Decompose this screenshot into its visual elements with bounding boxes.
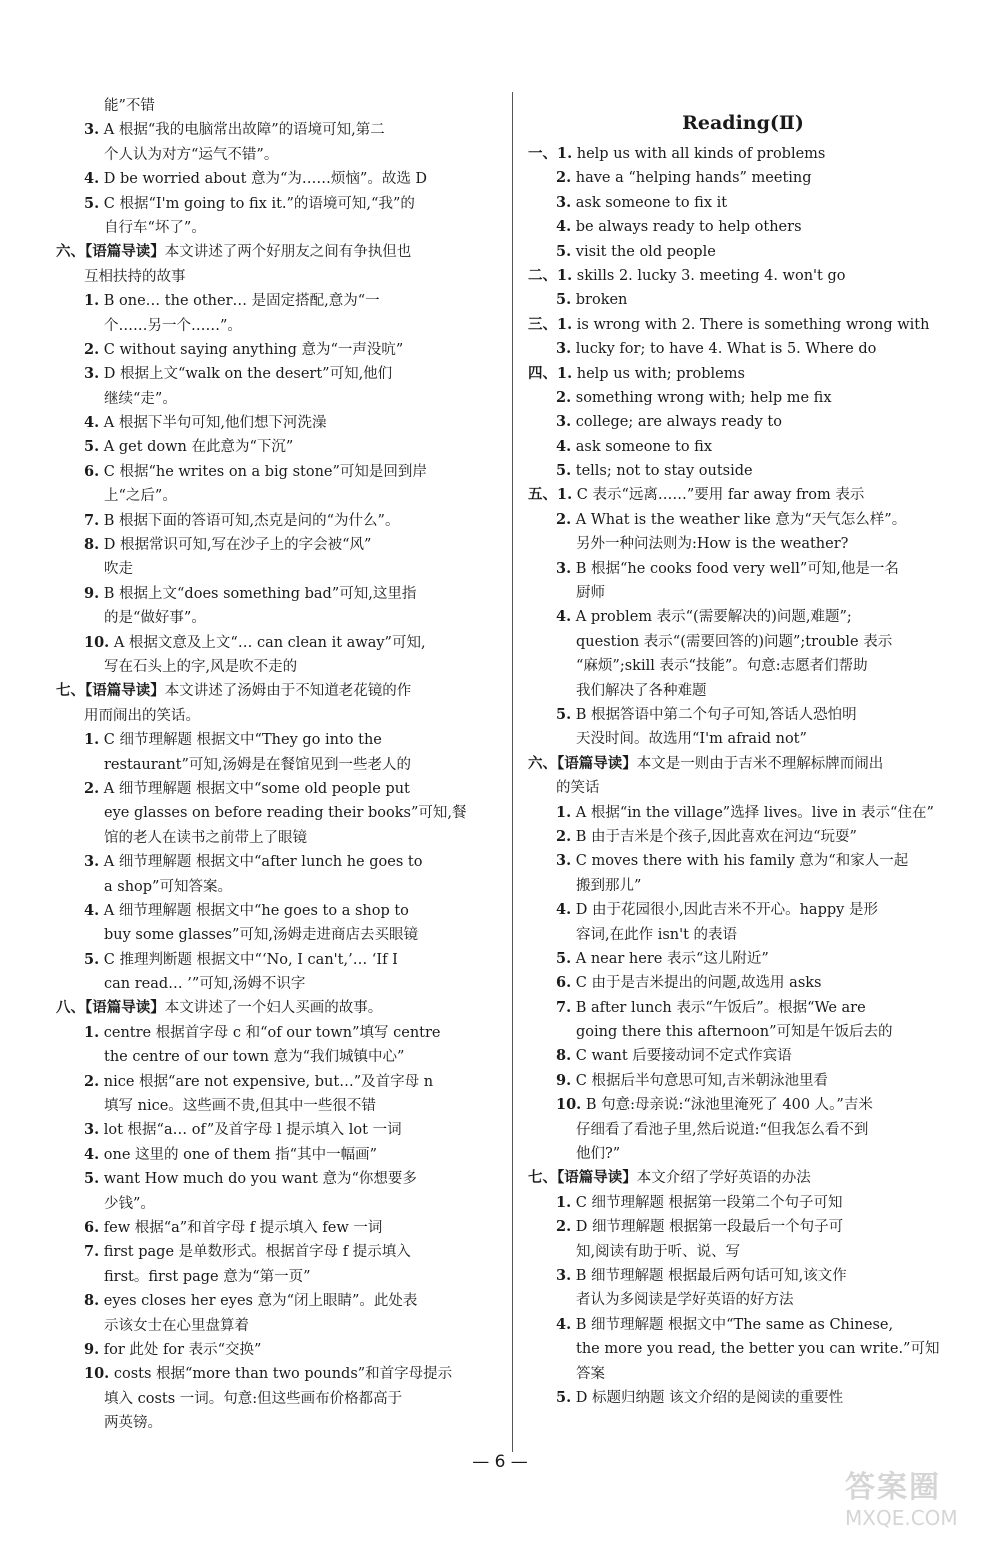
item-number: 2.: [556, 510, 572, 528]
item-number: 10.: [84, 1365, 110, 1383]
line-text: 本文讲述了两个好朋友之间有争执但也: [164, 244, 412, 261]
line-text: a shop”可知答案。: [104, 878, 232, 895]
text-line: [56, 509, 496, 533]
text-line: [528, 752, 958, 776]
line-text: C 根据后半句意思可知,吉米朝泳池里看: [571, 1072, 829, 1089]
line-text: C moves there with his family 意为“和家人一起: [571, 853, 909, 870]
text-line: [528, 923, 958, 947]
item-number: 1.: [557, 315, 573, 333]
section-marker: 六、【语篇导读】: [528, 754, 637, 772]
line-text: B 由于吉米是个孩子,因此喜欢在河边“玩耍”: [571, 828, 857, 845]
item-number: 3.: [556, 559, 572, 577]
text-line: [56, 875, 496, 899]
item-number: 5.: [556, 462, 572, 480]
text-line: [528, 679, 958, 703]
text-line: [528, 191, 958, 215]
text-line: [528, 996, 958, 1020]
text-line: [528, 1020, 958, 1044]
text-line: [56, 1338, 496, 1362]
line-text: 能”不错: [104, 98, 155, 114]
item-number: 9.: [556, 1071, 572, 1089]
line-text: visit the old people: [571, 243, 716, 260]
item-number: 8.: [84, 536, 100, 554]
item-number: 4.: [556, 218, 572, 236]
line-text: have a “helping hands” meeting: [571, 170, 812, 187]
line-text: 用而闹出的笑话。: [84, 707, 200, 724]
text-line: [56, 192, 496, 216]
line-text: D 由于花园很小,因此吉米不开心。happy 是形: [571, 902, 878, 919]
text-line: [528, 874, 958, 898]
line-text: D 细节理解题 根据第一段最后一个句子可: [571, 1219, 844, 1236]
item-number: 5.: [84, 950, 100, 968]
item-number: 2.: [556, 1218, 572, 1236]
line-text: 搬到那儿”: [576, 877, 642, 894]
text-line: [56, 216, 496, 240]
line-text: C 表示“远离……”要用 far away from 表示: [572, 487, 865, 504]
text-line: [528, 557, 958, 581]
line-text: D 根据常识可知,写在沙子上的字会被“风”: [99, 537, 372, 554]
item-number: 5.: [556, 291, 572, 309]
line-text: D 标题归纳题 该文介绍的是阅读的重要性: [571, 1389, 844, 1406]
line-text: 自行车“坏了”。: [104, 219, 206, 236]
line-text: eye glasses on before reading their books”可知,餐: [104, 805, 467, 822]
item-number: 10.: [556, 1096, 582, 1114]
line-text: B 根据答语中第二个句子可知,答话人恐怕明: [571, 706, 857, 723]
item-number: 4.: [556, 437, 572, 455]
section-marker: 四、: [528, 364, 557, 382]
line-text: A 根据文意及上文“… can clean it away”可知,: [109, 634, 426, 651]
column-divider: [512, 92, 513, 1452]
line-text: first page 是单数形式。根据首字母 f 提示填入: [99, 1244, 411, 1261]
item-number: 4.: [84, 901, 100, 919]
line-text: going there this afternoon”可知是午饭后去的: [576, 1024, 893, 1041]
text-line: [56, 948, 496, 972]
text-line: [528, 776, 958, 800]
watermark-text: 答案圈: [845, 1470, 941, 1505]
text-line: [56, 1216, 496, 1240]
text-line: [528, 532, 958, 556]
text-line: [528, 435, 958, 459]
line-text: 天没时间。故选用“I'm afraid not”: [576, 731, 807, 748]
line-text: 少钱”。: [104, 1195, 155, 1212]
text-line: [56, 411, 496, 435]
text-line: [56, 899, 496, 923]
text-line: [56, 240, 496, 264]
text-line: [528, 386, 958, 410]
text-line: [56, 533, 496, 557]
item-number: 1.: [557, 266, 573, 284]
item-number: 5.: [556, 1388, 572, 1406]
text-line: [528, 410, 958, 434]
text-line: [56, 728, 496, 752]
line-text: 容词,在此作 isn't 的表语: [576, 926, 738, 943]
item-number: 4.: [84, 1145, 100, 1163]
item-number: 1.: [557, 364, 573, 382]
section-marker: 七、【语篇导读】: [528, 1169, 637, 1187]
item-number: 7.: [84, 511, 100, 529]
line-text: 知,阅读有助于听、说、写: [576, 1243, 741, 1260]
line-text: buy some glasses”可知,汤姆走进商店去买眼镜: [104, 927, 419, 944]
line-text: lucky for; to have 4. What is 5. Where do: [571, 341, 877, 358]
text-line: [528, 362, 958, 386]
text-line: [56, 484, 496, 508]
line-text: 上“之后”。: [104, 488, 177, 505]
text-line: [56, 1289, 496, 1313]
line-text: B after lunch 表示“午饭后”。根据“We are: [571, 999, 866, 1016]
item-number: 5.: [84, 194, 100, 212]
text-line: [528, 1044, 958, 1068]
item-number: 1.: [84, 292, 100, 310]
line-text: 互相扶持的故事: [84, 268, 186, 285]
line-text: nice 根据“are not expensive, but…”及首字母 n: [99, 1073, 434, 1090]
line-text: B 细节理解题 根据文中“The same as Chinese,: [571, 1316, 894, 1333]
text-line: [528, 142, 958, 166]
text-line: [528, 654, 958, 678]
section-marker: 五、: [528, 486, 557, 504]
item-number: 3.: [84, 853, 100, 871]
text-line: [56, 362, 496, 386]
line-text: 示该女士在心里盘算着: [104, 1317, 249, 1334]
line-text: A 细节理解题 根据文中“he goes to a shop to: [99, 902, 409, 919]
text-line: [528, 1240, 958, 1264]
line-text: 本文是一则由于吉米不理解标牌而闹出: [636, 755, 884, 772]
item-number: 2.: [84, 340, 100, 358]
text-line: [56, 289, 496, 313]
text-line: [56, 850, 496, 874]
line-text: A get down 在此意为“下沉”: [99, 439, 294, 456]
text-line: [528, 1093, 958, 1117]
text-line: [56, 777, 496, 801]
text-line: [56, 1094, 496, 1118]
item-number: 8.: [556, 1047, 572, 1065]
line-text: 吹走: [104, 561, 133, 578]
line-text: lot 根据“a… of”及首字母 l 提示填入 lot 一词: [99, 1122, 402, 1139]
line-text: 继续“走”。: [104, 390, 177, 407]
line-text: D be worried about 意为“为……烦恼”。故选 D: [99, 171, 428, 188]
text-line: [56, 1167, 496, 1191]
text-line: [528, 1362, 958, 1386]
text-line: [56, 1362, 496, 1386]
line-text: B 根据下面的答语可知,杰克是问的“为什么”。: [99, 512, 400, 529]
line-text: help us with; problems: [572, 365, 745, 382]
text-line: [528, 1069, 958, 1093]
item-number: 8.: [84, 1292, 100, 1310]
line-text: the more you read, the better you can write.”可知: [576, 1341, 940, 1358]
line-text: restaurant”可知,汤姆是在餐馆见到一些老人的: [104, 756, 412, 773]
line-text: “麻烦”;skill 表示“技能”。句意:志愿者们帮助: [576, 658, 868, 675]
line-text: can read… ’”可知,汤姆不识字: [104, 976, 306, 993]
line-text: 本文讲述了一个妇人买画的故事。: [164, 1000, 383, 1017]
text-line: [528, 801, 958, 825]
text-line: [528, 483, 958, 507]
item-number: 2.: [556, 169, 572, 187]
item-number: 2.: [556, 388, 572, 406]
text-line: [528, 1215, 958, 1239]
line-text: first。first page 意为“第一页”: [104, 1268, 311, 1285]
line-text: want How much do you want 意为“你想要多: [99, 1171, 417, 1188]
line-text: 填入 costs 一词。句意:但这些画布价格都高于: [104, 1390, 403, 1407]
item-number: 9.: [84, 584, 100, 602]
item-number: 1.: [84, 731, 100, 749]
text-line: [56, 655, 496, 679]
line-text: help us with all kinds of problems: [572, 146, 826, 162]
line-text: 两英镑。: [104, 1415, 162, 1432]
text-line: [56, 1314, 496, 1338]
text-line: [528, 1191, 958, 1215]
line-text: 他们?”: [576, 1146, 621, 1163]
line-text: C 细节理解题 根据第一段第二个句子可知: [571, 1194, 843, 1211]
line-text: 馆的老人在读书之前带上了眼镜: [104, 829, 307, 846]
item-number: 3.: [84, 1121, 100, 1139]
text-line: [56, 1192, 496, 1216]
item-number: 3.: [556, 413, 572, 431]
text-line: [56, 972, 496, 996]
text-line: [528, 215, 958, 239]
line-text: A problem 表示“(需要解决的)问题,难题”;: [571, 609, 852, 626]
text-line: [528, 240, 958, 264]
line-text: ask someone to fix it: [571, 194, 728, 211]
text-line: [528, 1166, 958, 1190]
text-line: [528, 1313, 958, 1337]
item-number: 2.: [84, 779, 100, 797]
line-text: 本文讲述了汤姆由于不知道老花镜的作: [164, 683, 412, 700]
item-number: 5.: [84, 438, 100, 456]
line-text: 我们解决了各种难题: [576, 682, 707, 699]
line-text: costs 根据“more than two pounds”和首字母提示: [109, 1366, 453, 1383]
line-text: C without saying anything 意为“一声没吭”: [99, 341, 404, 358]
text-line: [528, 1118, 958, 1142]
item-number: 7.: [84, 1243, 100, 1261]
line-text: 本文介绍了学好英语的办法: [636, 1170, 811, 1187]
item-number: 1.: [556, 1193, 572, 1211]
watermark-logo: [845, 1462, 985, 1532]
line-text: 的是“做好事”。: [104, 610, 206, 627]
text-line: [56, 1387, 496, 1411]
item-number: 6.: [556, 974, 572, 992]
text-line: [528, 1386, 958, 1410]
text-line: [56, 435, 496, 459]
text-line: [56, 94, 496, 118]
item-number: 2.: [84, 1072, 100, 1090]
text-line: [56, 1411, 496, 1435]
item-number: 2.: [556, 827, 572, 845]
line-text: B 句意:母亲说:“泳池里淹死了 400 人。”吉米: [581, 1097, 873, 1114]
line-text: C 由于是吉米提出的问题,故选用 asks: [571, 975, 822, 992]
left-column: [56, 94, 496, 1435]
item-number: 7.: [556, 998, 572, 1016]
item-number: 5.: [556, 705, 572, 723]
line-text: 仔细看了看池子里,然后说道:“但我怎么看不到: [576, 1121, 869, 1138]
item-number: 6.: [84, 462, 100, 480]
text-line: [528, 508, 958, 532]
line-text: few 根据“a”和首字母 f 提示填入 few 一词: [99, 1219, 383, 1236]
text-line: [528, 264, 958, 288]
text-line: [56, 1045, 496, 1069]
line-text: A near here 表示“这儿附近”: [571, 950, 769, 967]
item-number: 4.: [556, 901, 572, 919]
text-line: [56, 826, 496, 850]
right-lines: [528, 142, 958, 1410]
line-text: 个……另一个……”。: [104, 317, 242, 334]
text-line: [528, 947, 958, 971]
line-text: 个人认为对方“运气不错”。: [104, 146, 279, 163]
line-text: A 根据“我的电脑常出故障”的语境可知,第二: [99, 122, 385, 139]
text-line: [56, 1021, 496, 1045]
section-marker: 八、【语篇导读】: [56, 999, 165, 1017]
text-line: [56, 679, 496, 703]
line-text: 写在石头上的字,风是吹不走的: [104, 658, 298, 675]
text-line: [528, 1337, 958, 1361]
text-line: [56, 118, 496, 142]
section-marker: 七、【语篇导读】: [56, 682, 165, 700]
text-line: [56, 460, 496, 484]
text-line: [56, 923, 496, 947]
line-text: broken: [571, 292, 628, 309]
text-line: [56, 631, 496, 655]
text-line: [56, 167, 496, 191]
item-number: 1.: [557, 486, 573, 504]
line-text: B 根据“he cooks food very well”可知,他是一名: [571, 560, 899, 577]
text-line: [56, 143, 496, 167]
line-text: something wrong with; help me fix: [571, 389, 832, 406]
text-line: [56, 387, 496, 411]
text-line: [56, 704, 496, 728]
text-line: [56, 314, 496, 338]
line-text: B one… the other… 是固定搭配,意为“一: [99, 293, 380, 310]
text-line: [528, 1288, 958, 1312]
line-text: A 根据下半句可知,他们想下河洗澡: [99, 415, 327, 432]
text-line: [528, 459, 958, 483]
line-text: A What is the weather like 意为“天气怎么样”。: [571, 511, 907, 528]
text-line: [528, 581, 958, 605]
line-text: the centre of our town 意为“我们城镇中心”: [104, 1049, 405, 1066]
section-marker: 六、【语篇导读】: [56, 243, 165, 261]
watermark-url: MXQE.COM: [845, 1506, 958, 1530]
text-line: [56, 1265, 496, 1289]
line-text: skills 2. lucky 3. meeting 4. won't go: [572, 267, 846, 284]
text-line: [56, 1118, 496, 1142]
line-text: D 根据上文“walk on the desert”可知,他们: [99, 366, 393, 383]
text-line: [56, 582, 496, 606]
item-number: 5.: [84, 1170, 100, 1188]
text-line: [528, 703, 958, 727]
line-text: A 根据“in the village”选择 lives。live in 表示“住在”: [571, 804, 934, 821]
text-line: [56, 801, 496, 825]
item-number: 5.: [556, 242, 572, 260]
item-number: 6.: [84, 1218, 100, 1236]
line-text: for 此处 for 表示“交换”: [99, 1341, 262, 1358]
line-text: C 根据“he writes on a big stone”可知是回到岸: [99, 463, 427, 480]
line-text: 另外一种问法则为:How is the weather?: [576, 536, 849, 553]
item-number: 4.: [556, 1315, 572, 1333]
item-number: 9.: [84, 1340, 100, 1358]
section-marker: 二、: [528, 266, 557, 284]
text-line: [528, 825, 958, 849]
text-line: [528, 727, 958, 751]
line-text: 填写 nice。这些画不贵,但其中一些很不错: [104, 1098, 376, 1115]
item-number: 3.: [556, 852, 572, 870]
item-number: 3.: [556, 1266, 572, 1284]
text-line: [56, 606, 496, 630]
text-line: [56, 1143, 496, 1167]
line-text: C 根据“I'm going to fix it.”的语境可知,“我”的: [99, 195, 415, 212]
line-text: is wrong with 2. There is something wrong with: [572, 316, 930, 333]
item-number: 3.: [556, 340, 572, 358]
text-line: [56, 753, 496, 777]
section-marker: 一、: [528, 145, 557, 162]
page-number: — 6 —: [472, 1452, 528, 1472]
item-number: 3.: [84, 121, 100, 139]
line-text: 厨师: [576, 585, 605, 602]
item-number: 3.: [84, 365, 100, 383]
text-line: [528, 166, 958, 190]
item-number: 1.: [556, 803, 572, 821]
line-text: A 细节理解题 根据文中“some old people put: [99, 780, 410, 797]
item-number: 4.: [84, 170, 100, 188]
item-number: 5.: [556, 949, 572, 967]
line-text: B 根据上文“does something bad”可知,这里指: [99, 585, 417, 602]
text-line: [56, 996, 496, 1020]
text-line: [528, 288, 958, 312]
section-title: Reading(Ⅱ): [682, 112, 804, 134]
text-line: [56, 338, 496, 362]
line-text: A 细节理解题 根据文中“after lunch he goes to: [99, 854, 423, 871]
line-text: C 推理判断题 根据文中“‘No, I can't,’… ‘If I: [99, 951, 398, 968]
text-line: [528, 898, 958, 922]
item-number: 4.: [84, 414, 100, 432]
line-text: eyes closes her eyes 意为“闭上眼睛”。此处表: [99, 1293, 418, 1310]
line-text: tells; not to stay outside: [571, 463, 753, 480]
right-column: [528, 94, 958, 1410]
text-line: [528, 313, 958, 337]
line-text: C 细节理解题 根据文中“They go into the: [99, 732, 382, 749]
item-number: 10.: [84, 633, 110, 651]
line-text: centre 根据首字母 c 和“of our town”填写 centre: [99, 1024, 441, 1041]
text-line: [528, 849, 958, 873]
line-text: college; are always ready to: [571, 414, 782, 431]
line-text: one 这里的 one of them 指“其中一幅画”: [99, 1146, 378, 1163]
text-line: [528, 971, 958, 995]
text-line: [56, 1240, 496, 1264]
text-line: [528, 605, 958, 629]
item-number: 1.: [84, 1023, 100, 1041]
line-text: question 表示“(需要回答的)问题”;trouble 表示: [576, 633, 893, 650]
item-number: 1.: [557, 145, 573, 162]
line-text: 的笑话: [556, 780, 600, 797]
item-number: 3.: [556, 193, 572, 211]
text-line: [528, 1142, 958, 1166]
line-text: ask someone to fix: [571, 438, 713, 455]
text-line: [528, 337, 958, 361]
line-text: C want 后要接动词不定式作宾语: [571, 1048, 792, 1065]
line-text: be always ready to help others: [571, 219, 802, 236]
text-line: [56, 557, 496, 581]
line-text: 答案: [576, 1365, 605, 1382]
text-line: [528, 1264, 958, 1288]
item-number: 4.: [556, 608, 572, 626]
text-line: [56, 1070, 496, 1094]
text-line: [528, 630, 958, 654]
line-text: 者认为多阅读是学好英语的好方法: [576, 1292, 794, 1309]
text-line: [56, 265, 496, 289]
line-text: B 细节理解题 根据最后两句话可知,该文作: [571, 1267, 847, 1284]
section-marker: 三、: [528, 315, 557, 333]
